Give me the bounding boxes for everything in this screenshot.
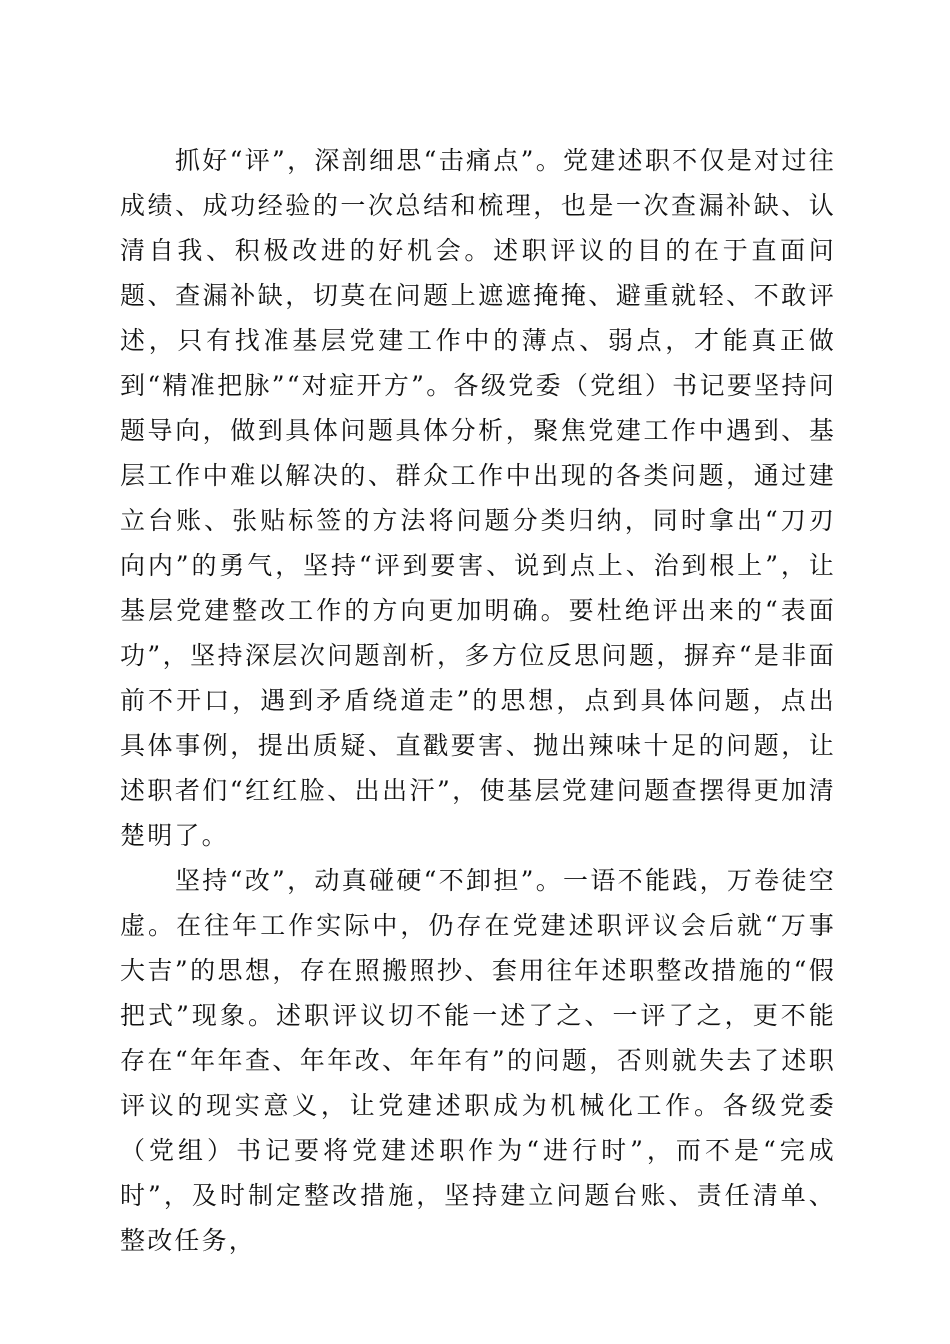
- paragraph-reform: 坚持“改”，动真碰硬“不卸担”。一语不能践，万卷徒空虚。在往年工作实际中，仍存在党建述职评议会后就“万事大吉”的思想，存在照搬照抄、套用往年述职整改措施的“假把式”现象。述职评议切不能一述了之、一评了之，更不能存在“年年查、年年改、年年有”的问题，否则就失去了述职评议的现实意义，让党建述职成为机械化工作。各级党委（党组）书记要将党建述职作为“进行时”，而不是“完成时”，及时制定整改措施，坚持建立问题台账、责任清单、整改任务，: [120, 866, 836, 1255]
- paragraph-evaluate: 抓好“评”，深剖细思“击痛点”。党建述职不仅是对过往成绩、成功经验的一次总结和梳理，也是一次查漏补缺、认清自我、积极改进的好机会。述职评议的目的在于直面问题、查漏补缺，切莫在问题上遮遮掩掩、避重就轻、不敢评述，只有找准基层党建工作中的薄点、弱点，才能真正做到“精准把脉”“对症开方”。各级党委（党组）书记要坚持问题导向，做到具体问题具体分析，聚焦党建工作中遇到、基层工作中难以解决的、群众工作中出现的各类问题，通过建立台账、张贴标签的方法将问题分类归纳，同时拿出“刀刃向内”的勇气，坚持“评到要害、说到点上、治到根上”，让基层党建整改工作的方向更加明确。要杜绝评出来的“表面功”，坚持深层次问题剖析，多方位反思问题，摒弃“是非面前不开口，遇到矛盾绕道走”的思想，点到具体问题，点出具体事例，提出质疑、直戳要害、抛出辣味十足的问题，让述职者们“红红脸、出出汗”，使基层党建问题查摆得更加清楚明了。: [120, 146, 836, 850]
- document-body: [120, 138, 836, 1263]
